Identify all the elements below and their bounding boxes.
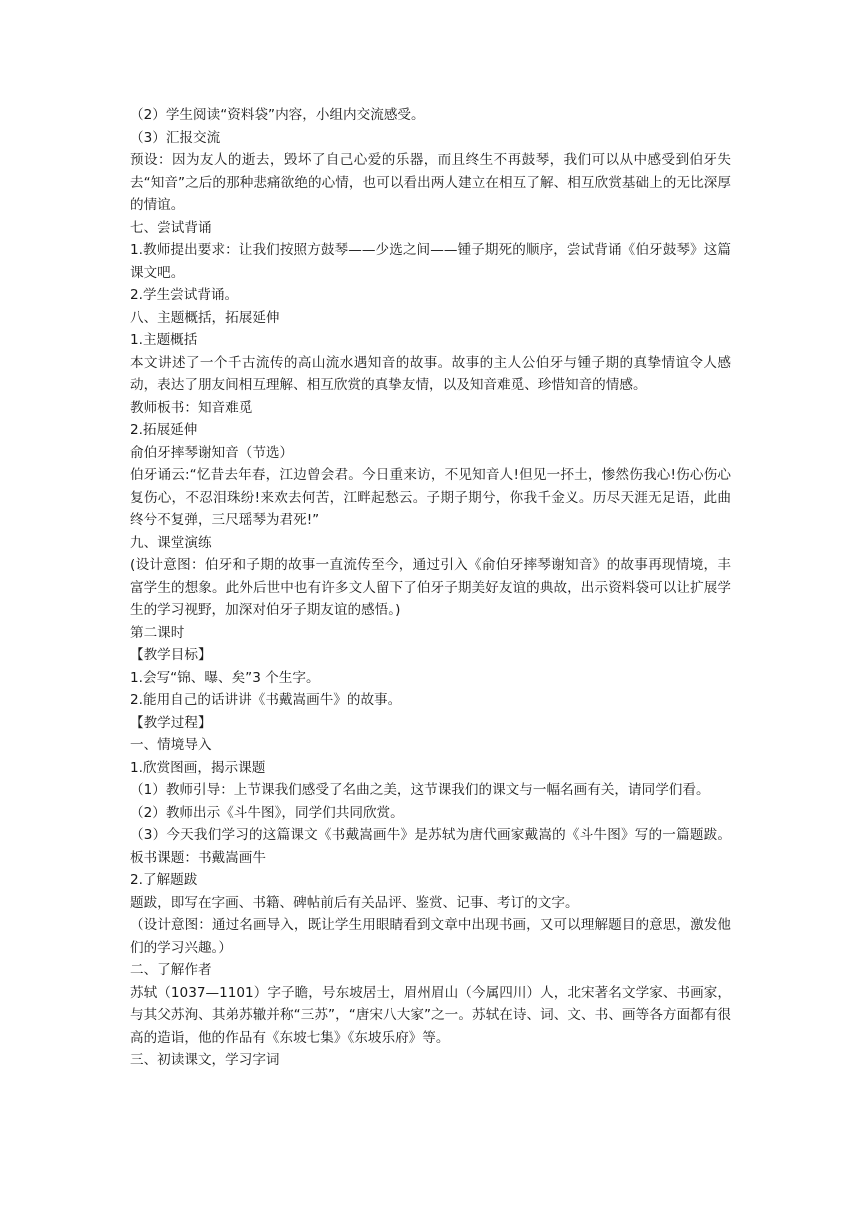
paragraph: 教师板书：知音难觅 (130, 399, 253, 416)
paragraph: 本文讲述了一个千古流传的高山流水遇知音的故事。故事的主人公伯牙与锺子期的真挚情谊令人感动，表达了朋友间相互理解、相互欣赏的真挚友情，以及知音难觅、珍惜知音的情感。 (130, 354, 731, 393)
paragraph: （2）学生阅读“资料袋”内容，小组内交流感受。 (130, 107, 425, 123)
subheading: 1.主题概括 (130, 332, 198, 348)
paragraph: 2.学生尝试背诵。 (130, 287, 239, 303)
paragraph: (设计意图：伯牙和子期的故事一直流传至今，通过引入《俞伯牙摔琴谢知音》的故事再现情境，丰富学生的想象。此外后世中也有许多文人留下了伯牙子期美好友谊的典故，出示资料袋可以让扩展学生的学习视野，加深对伯牙子期友谊的感悟。) (130, 557, 731, 618)
section-heading: 七、尝试背诵 (130, 219, 212, 236)
paragraph: 伯牙诵云:“忆昔去年春，江边曾会君。今日重来访，不见知音人!但见一抔土，惨然伤我心!伤心伤心复伤心，不忍泪珠纷!来欢去何苦，江畔起愁云。子期子期兮，你我千金义。历尽天涯无足语，此曲终兮不复弹，三尺瑶琴为君死!” (130, 467, 731, 528)
paragraph: （1）教师引导：上节课我们感受了名曲之美，这节课我们的课文与一幅名画有关，请同学们看。 (130, 782, 710, 798)
section-heading: 九、课堂演练 (130, 534, 212, 551)
paragraph: （3）汇报交流 (130, 129, 221, 146)
subheading: 2.拓展延伸 (130, 422, 198, 438)
paragraph: （设计意图：通过名画导入，既让学生用眼睛看到文章中出现书画，又可以理解题目的意思，激发他们的学习兴趣。） (130, 917, 731, 956)
paragraph: 2.能用自己的话讲讲《书戴嵩画牛》的故事。 (130, 692, 402, 708)
paragraph: 1.会写“锦、曝、矣”3 个生字。 (130, 669, 320, 686)
bracket-heading: 【教学目标】 (130, 647, 212, 663)
paragraph: 苏轼（1037—1101）字子瞻，号东坡居士，眉州眉山（今属四川）人，北宋著名文学家、书画家，与其父苏洵、其弟苏辙并称“三苏”，“唐宋八大家”之一。苏轼在诗、词、文、书、画等各方面都有很高的造诣，他的作品有《东坡七集》《东坡乐府》等。 (130, 984, 731, 1046)
bracket-heading: 【教学过程】 (130, 714, 212, 731)
paragraph: （3）今天我们学习的这篇课文《书戴嵩画牛》是苏轼为唐代画家戴嵩的《斗牛图》写的一篇题跋。板书课题：书戴嵩画牛 (130, 827, 731, 866)
paragraph: 题跋，即写在字画、书籍、碑帖前后有关品评、鉴赏、记事、考订的文字。 (130, 894, 579, 911)
subheading: 1.欣赏图画，揭示课题 (130, 759, 266, 776)
section-heading: 八、主题概括，拓展延伸 (130, 309, 280, 326)
paragraph: （2）教师出示《斗牛图》，同学们共同欣赏。 (130, 804, 404, 821)
paragraph: 俞伯牙摔琴谢知音（节选） (130, 444, 294, 461)
section-heading: 一、情境导入 (130, 737, 212, 753)
section-heading: 二、了解作者 (130, 962, 212, 978)
document-body (130, 104, 731, 1072)
paragraph: 预设：因为友人的逝去，毁坏了自己心爱的乐器，而且终生不再鼓琴，我们可以从中感受到伯牙失去“知音”之后的那种悲痛欲绝的心情，也可以看出两人建立在相互了解、相互欣赏基础上的无比深厚的情谊。 (130, 152, 731, 213)
lesson-heading: 第二课时 (130, 624, 185, 641)
paragraph: 1.教师提出要求：让我们按照方鼓琴——少选之间——锺子期死的顺序，尝试背诵《伯牙鼓琴》这篇课文吧。 (130, 242, 731, 281)
section-heading: 三、初读课文，学习字词 (130, 1052, 280, 1068)
subheading: 2.了解题跋 (130, 872, 198, 888)
